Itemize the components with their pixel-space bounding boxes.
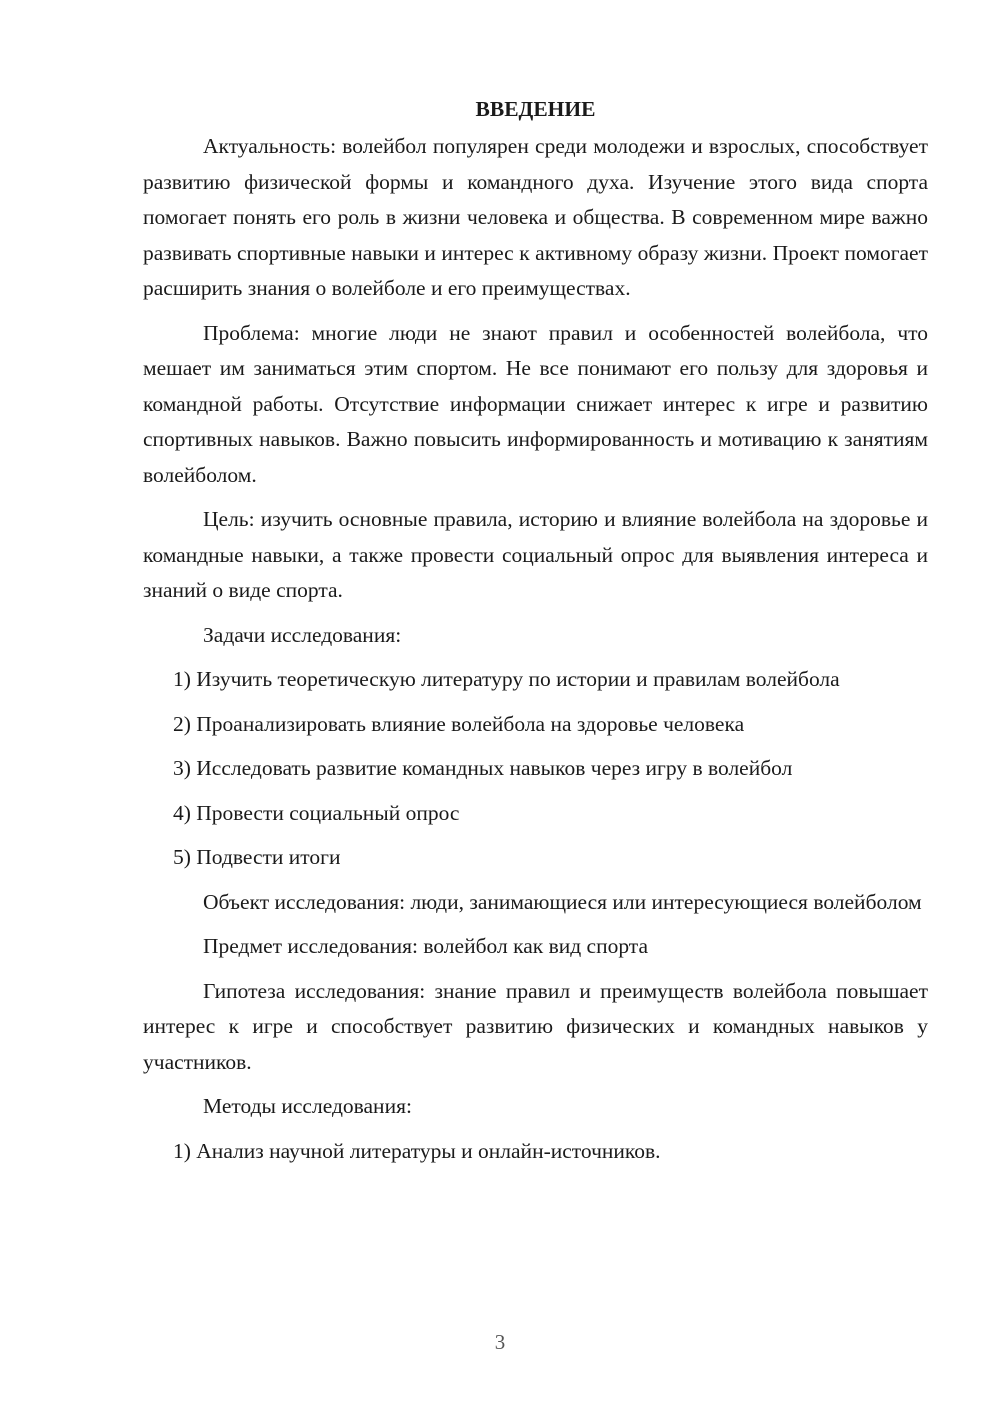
methods-heading: Методы исследования: — [203, 1094, 412, 1118]
object-paragraph: Объект исследования: люди, занимающиеся или интересующиеся волейболом — [203, 889, 922, 914]
tasks-heading: Задачи исследования: — [203, 622, 402, 647]
problem-paragraph: Проблема: многие люди не знают правил и особенностей волейбола, что мешает им заниматься этим спортом. Не все понимают его пользу для здоровья и командной работы. Отсутствие информации снижает интерес к игре и развитию спортивных навыков. Важно повысить информированность и мотивацию к занятиям волейболом. — [143, 320, 928, 487]
section-title: ВВЕДЕНИЕ — [475, 97, 596, 121]
task-item-1: 1) Изучить теоретическую литературу по истории и правилам волейбола — [173, 667, 840, 691]
subject-paragraph: Предмет исследования: волейбол как вид спорта — [203, 934, 649, 958]
task-item-5: 5) Подвести итоги — [173, 845, 341, 869]
task-item-2: 2) Проанализировать влияние волейбола на здоровье человека — [173, 711, 745, 736]
document-page — [143, 92, 928, 1178]
task-item-4: 4) Провести социальный опрос — [173, 800, 460, 825]
page-number: 3 — [494, 1330, 506, 1354]
method-item-1: 1) Анализ научной литературы и онлайн-источников. — [173, 1138, 661, 1163]
hypothesis-paragraph: Гипотеза исследования: знание правил и преимуществ волейбола повышает интерес к игре и способствует развитию физических и командных навыков у участников. — [143, 978, 928, 1074]
task-item-3: 3) Исследовать развитие командных навыков через игру в волейбол — [173, 756, 793, 780]
relevance-paragraph: Актуальность: волейбол популярен среди молодежи и взрослых, способствует развитию физической формы и командного духа. Изучение этого вида спорта помогает понять его роль в жизни человека и общества. В современном мире важно развивать спортивные навыки и интерес к активному образу жизни. Проект помогает расширить знания о волейболе и его преимуществах. — [143, 134, 928, 300]
goal-paragraph: Цель: изучить основные правила, историю и влияние волейбола на здоровье и командные навыки, а также провести социальный опрос для выявления интереса и знаний о виде спорта. — [143, 507, 928, 602]
